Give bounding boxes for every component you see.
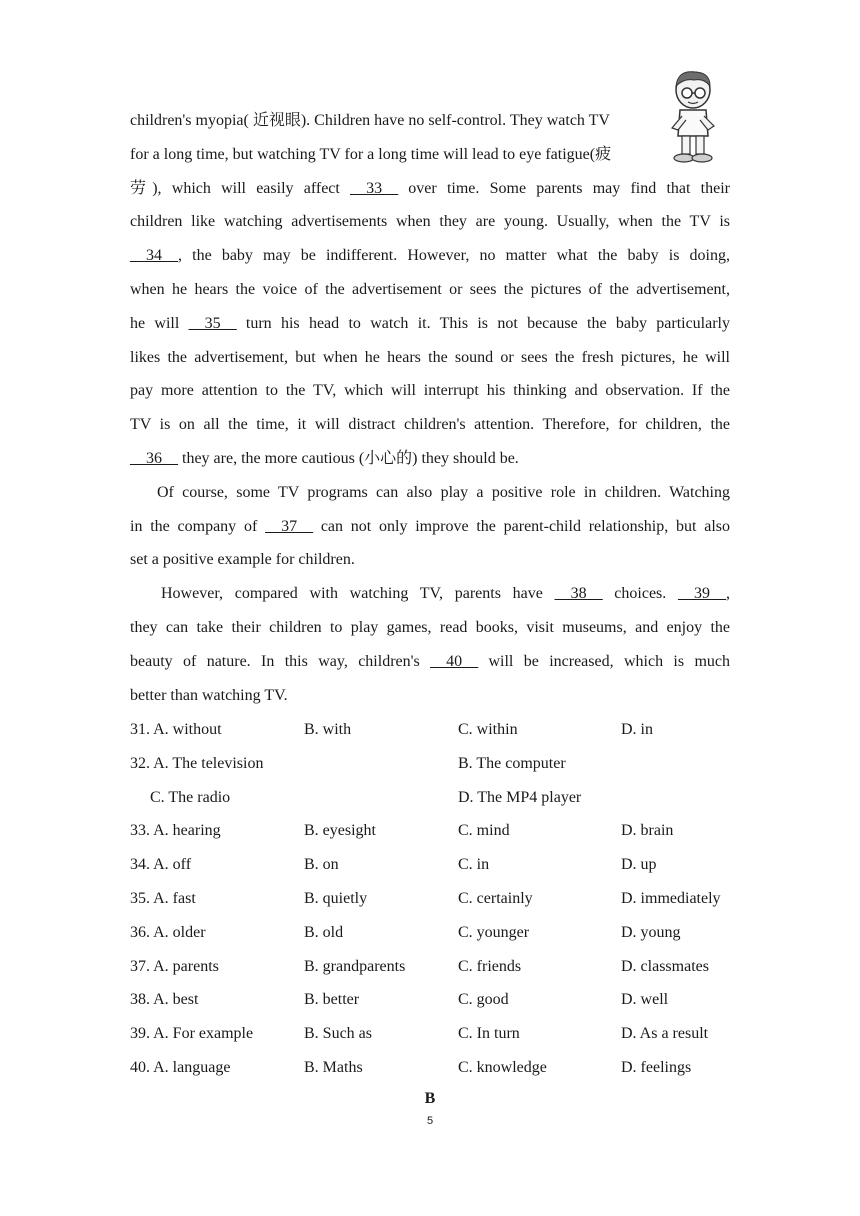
passage-line: Of course, some TV programs can also play a positive role in children. Watching — [157, 483, 730, 501]
blank-40: __40__ — [430, 652, 479, 670]
answer-options — [130, 713, 750, 1085]
blank-35: __35__ — [188, 314, 237, 332]
option-c: C. friends — [458, 957, 522, 975]
passage-line: __36__ they are, the more cautious (小心的) they should be. — [130, 449, 519, 467]
option-b: B. with — [304, 721, 352, 738]
option-d: D. up — [621, 856, 657, 874]
question-34-options — [130, 848, 750, 882]
blank-33: __33__ — [350, 179, 399, 197]
option-b: B. The computer — [458, 754, 566, 772]
option-d: D. feelings — [621, 1058, 692, 1076]
question-38-options — [130, 983, 750, 1017]
passage-line: they can take their children to play games, read books, visit museums, and enjoy the — [130, 618, 730, 636]
option-c: C. within — [458, 721, 518, 738]
option-d: D. The MP4 player — [458, 788, 582, 806]
blank-38: __38__ — [554, 585, 603, 603]
option-d: D. young — [621, 923, 681, 941]
passage-line: children's myopia( 近视眼). Children have no self-control. They watch TV — [130, 112, 610, 129]
option-b: B. Such as — [304, 1025, 372, 1043]
passage-line: pay more attention to the TV, which will interrupt his thinking and observation. If the — [130, 382, 730, 400]
passage-line: for a long time, but watching TV for a long time will lead to eye fatigue(疲 — [130, 145, 612, 163]
passage-line: children like watching advertisements when they are young. Usually, when the TV is — [130, 213, 730, 231]
blank-34: __34__ — [130, 247, 178, 265]
question-32-options — [130, 747, 750, 781]
question-35-options — [130, 882, 750, 916]
option-b: B. grandparents — [304, 957, 406, 975]
option-a: 35. A. fast — [130, 889, 196, 907]
question-36-options — [130, 916, 750, 950]
option-b: B. quietly — [304, 889, 368, 907]
option-d: D. in — [621, 721, 653, 738]
blank-39: __39__ — [678, 585, 726, 603]
question-32-options-cont — [130, 781, 750, 815]
passage-line: better than watching TV. — [130, 686, 288, 704]
question-37-options — [130, 950, 750, 984]
option-b: B. old — [304, 923, 344, 941]
option-a: 31. A. without — [130, 721, 222, 738]
option-b: B. Maths — [304, 1058, 363, 1076]
option-b: B. on — [304, 856, 339, 874]
passage-line: when he hears the voice of the advertisement or sees the pictures of the advertisement, — [130, 280, 730, 298]
passage-line: However, compared with watching TV, parents have __38__ choices. __39__, — [161, 585, 730, 603]
option-a: 34. A. off — [130, 856, 192, 874]
passage-text — [130, 104, 730, 712]
option-a: 40. A. language — [130, 1058, 231, 1076]
option-d: D. brain — [621, 822, 674, 840]
option-d: D. well — [621, 991, 669, 1009]
passage-line: TV is on all the time, it will distract children's attention. Therefore, for children, the — [130, 416, 730, 434]
passage-line: in the company of __37__ can not only improve the parent-child relationship, but also — [130, 517, 731, 535]
passage-line: __34__, the baby may be indifferent. However, no matter what the baby is doing, — [130, 247, 730, 265]
page-number: 5 — [426, 1115, 434, 1127]
option-a: 37. A. parents — [130, 957, 219, 975]
option-d: D. immediately — [621, 889, 721, 907]
option-c: C. mind — [458, 822, 510, 840]
question-31-options — [130, 713, 750, 747]
option-c: C. knowledge — [458, 1058, 547, 1076]
option-b: B. better — [304, 991, 360, 1009]
option-d: D. As a result — [621, 1025, 709, 1043]
option-a: 36. A. older — [130, 923, 206, 941]
option-a: 33. A. hearing — [130, 822, 221, 840]
option-c: C. certainly — [458, 889, 533, 907]
passage-line: likes the advertisement, but when he hears the sound or sees the fresh pictures, he will — [130, 348, 730, 366]
section-heading: B — [424, 1090, 436, 1107]
option-d: D. classmates — [621, 957, 709, 975]
passage-line: beauty of nature. In this way, children's __40__ will be increased, which is much — [130, 652, 731, 670]
question-40-options — [130, 1051, 750, 1085]
passage-line: 劳), which will easily affect __33__ over time. Some parents may find that their — [130, 179, 730, 197]
option-a: 38. A. best — [130, 991, 199, 1009]
passage-line: set a positive example for children. — [130, 551, 355, 569]
blank-37: __37__ — [265, 517, 314, 535]
option-a: 39. A. For example — [130, 1025, 254, 1043]
question-33-options — [130, 814, 750, 848]
option-c: C. good — [458, 991, 509, 1009]
option-c: C. In turn — [458, 1025, 520, 1043]
question-39-options — [130, 1017, 750, 1051]
option-c: C. in — [458, 856, 490, 874]
option-c: C. younger — [458, 923, 530, 941]
option-a: 32. A. The television — [130, 754, 264, 772]
passage-line: he will __35__ turn his head to watch it. This is not because the baby particularly — [130, 314, 731, 332]
blank-36: __36__ — [130, 449, 178, 467]
option-c: C. The radio — [150, 788, 231, 806]
option-b: B. eyesight — [304, 822, 376, 840]
